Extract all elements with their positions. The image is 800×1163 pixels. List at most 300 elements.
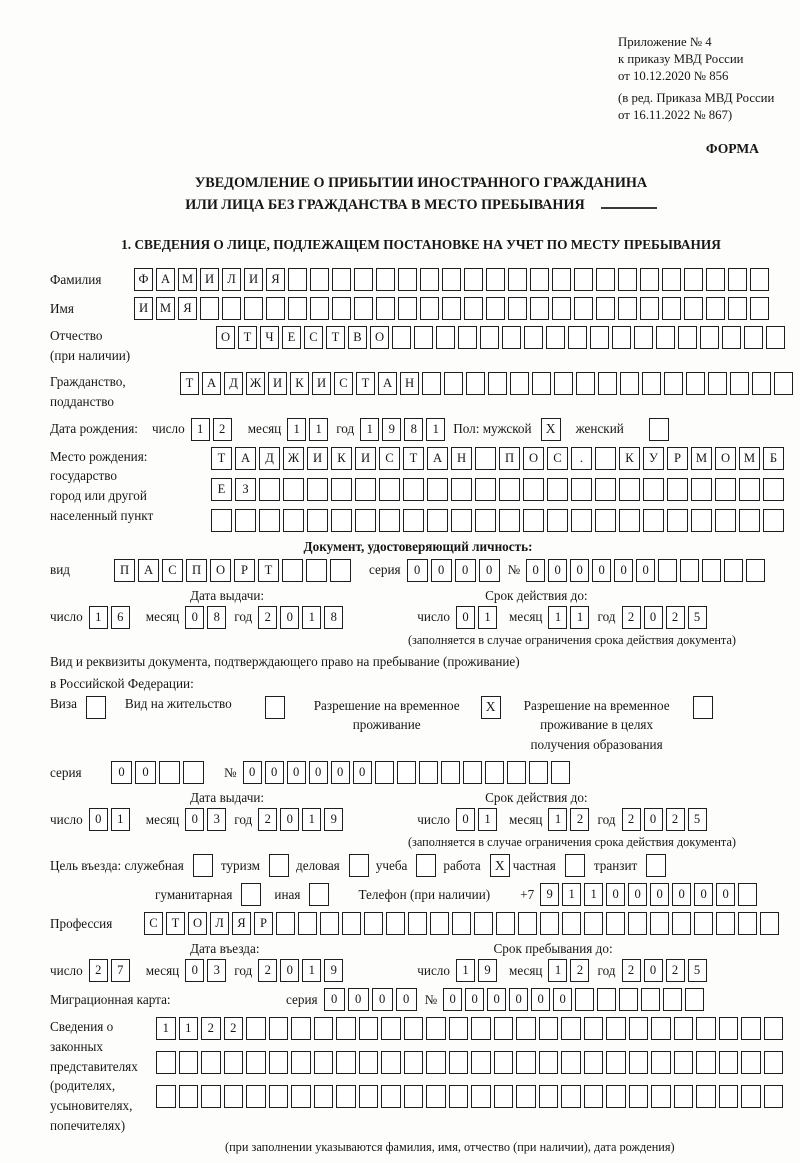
char-box[interactable] (539, 1017, 559, 1040)
char-box[interactable]: 0 (455, 559, 476, 582)
char-box[interactable] (283, 478, 304, 501)
char-box[interactable]: 0 (644, 808, 663, 831)
char-box[interactable] (156, 1085, 176, 1108)
char-box[interactable] (222, 297, 241, 320)
char-box[interactable]: О (715, 447, 736, 470)
char-box[interactable]: 1 (191, 418, 210, 441)
char-box[interactable] (510, 372, 529, 395)
char-box[interactable]: Р (234, 559, 255, 582)
char-box[interactable] (651, 1051, 671, 1074)
char-box[interactable]: 0 (456, 606, 475, 629)
char-box[interactable]: Д (224, 372, 243, 395)
char-box[interactable]: Р (254, 912, 273, 935)
char-box[interactable]: 9 (382, 418, 401, 441)
char-box[interactable] (398, 268, 417, 291)
char-box[interactable] (764, 1017, 784, 1040)
char-box[interactable]: 0 (280, 808, 299, 831)
char-box[interactable] (314, 1051, 334, 1074)
char-box[interactable] (640, 297, 659, 320)
char-box[interactable]: 7 (111, 959, 130, 982)
char-box[interactable]: Р (667, 447, 688, 470)
char-box[interactable] (298, 912, 317, 935)
char-box[interactable] (471, 1017, 491, 1040)
char-box[interactable] (397, 761, 416, 784)
char-box[interactable]: 0 (628, 883, 647, 906)
char-box[interactable] (494, 1085, 514, 1108)
char-box[interactable]: 1 (548, 959, 567, 982)
char-box[interactable] (359, 1017, 379, 1040)
char-box[interactable]: 0 (372, 988, 393, 1011)
char-box[interactable] (634, 326, 653, 349)
char-box[interactable] (306, 559, 327, 582)
char-box[interactable]: А (138, 559, 159, 582)
char-box[interactable] (507, 761, 526, 784)
char-box[interactable] (722, 326, 741, 349)
char-box[interactable]: 0 (548, 559, 567, 582)
char-box[interactable]: 0 (531, 988, 550, 1011)
char-box[interactable]: 2 (213, 418, 232, 441)
char-box[interactable]: 2 (570, 808, 589, 831)
female-checkbox[interactable] (649, 418, 669, 441)
char-box[interactable] (715, 478, 736, 501)
char-box[interactable] (458, 326, 477, 349)
char-box[interactable]: К (290, 372, 309, 395)
char-box[interactable]: П (186, 559, 207, 582)
char-box[interactable] (475, 509, 496, 532)
char-box[interactable] (499, 478, 520, 501)
char-box[interactable] (235, 509, 256, 532)
char-box[interactable]: А (235, 447, 256, 470)
char-box[interactable]: 0 (487, 988, 506, 1011)
char-box[interactable] (508, 268, 527, 291)
char-box[interactable]: Ж (283, 447, 304, 470)
char-box[interactable]: 1 (302, 808, 321, 831)
char-box[interactable] (269, 1085, 289, 1108)
char-box[interactable]: Т (356, 372, 375, 395)
char-box[interactable]: 0 (716, 883, 735, 906)
char-box[interactable] (475, 447, 496, 470)
char-box[interactable] (551, 761, 570, 784)
char-box[interactable] (419, 761, 438, 784)
char-box[interactable]: 0 (396, 988, 417, 1011)
char-box[interactable] (628, 912, 647, 935)
char-box[interactable] (524, 326, 543, 349)
char-box[interactable]: М (178, 268, 197, 291)
char-box[interactable]: 0 (324, 988, 345, 1011)
char-box[interactable] (355, 478, 376, 501)
char-box[interactable]: О (370, 326, 389, 349)
char-box[interactable] (561, 1017, 581, 1040)
char-box[interactable] (766, 326, 785, 349)
char-box[interactable]: С (334, 372, 353, 395)
char-box[interactable] (719, 1085, 739, 1108)
char-box[interactable] (291, 1085, 311, 1108)
purpose-business-checkbox[interactable] (349, 854, 369, 877)
char-box[interactable]: 2 (666, 606, 685, 629)
char-box[interactable] (211, 509, 232, 532)
char-box[interactable]: А (156, 268, 175, 291)
char-box[interactable] (330, 559, 351, 582)
purpose-official-checkbox[interactable] (193, 854, 213, 877)
char-box[interactable] (466, 372, 485, 395)
char-box[interactable] (750, 268, 769, 291)
char-box[interactable] (576, 372, 595, 395)
purpose-other-checkbox[interactable] (309, 883, 329, 906)
char-box[interactable]: 1 (562, 883, 581, 906)
char-box[interactable] (200, 297, 219, 320)
char-box[interactable]: 0 (287, 761, 306, 784)
char-box[interactable]: 0 (456, 808, 475, 831)
char-box[interactable] (595, 478, 616, 501)
char-box[interactable]: 1 (302, 606, 321, 629)
char-box[interactable] (728, 297, 747, 320)
char-box[interactable]: Т (166, 912, 185, 935)
char-box[interactable]: 0 (135, 761, 156, 784)
char-box[interactable]: П (499, 447, 520, 470)
char-box[interactable] (463, 761, 482, 784)
char-box[interactable] (674, 1051, 694, 1074)
char-box[interactable] (696, 1085, 716, 1108)
char-box[interactable] (719, 1017, 739, 1040)
char-box[interactable] (430, 912, 449, 935)
residence-permit-checkbox[interactable] (265, 696, 285, 719)
char-box[interactable]: 2 (258, 959, 277, 982)
char-box[interactable] (420, 297, 439, 320)
char-box[interactable] (485, 761, 504, 784)
char-box[interactable] (643, 478, 664, 501)
char-box[interactable] (620, 372, 639, 395)
char-box[interactable]: 0 (243, 761, 262, 784)
char-box[interactable]: А (202, 372, 221, 395)
char-box[interactable] (403, 478, 424, 501)
char-box[interactable]: 0 (570, 559, 589, 582)
char-box[interactable] (486, 297, 505, 320)
purpose-work-checkbox[interactable]: X (490, 854, 510, 877)
char-box[interactable]: 2 (622, 606, 641, 629)
char-box[interactable] (691, 509, 712, 532)
char-box[interactable] (739, 478, 760, 501)
char-box[interactable]: Т (403, 447, 424, 470)
char-box[interactable] (561, 1051, 581, 1074)
char-box[interactable] (404, 1017, 424, 1040)
char-box[interactable]: 1 (570, 606, 589, 629)
temp-residence-education-checkbox[interactable] (693, 696, 713, 719)
char-box[interactable] (488, 372, 507, 395)
char-box[interactable] (741, 1017, 761, 1040)
char-box[interactable]: Н (451, 447, 472, 470)
char-box[interactable] (568, 326, 587, 349)
char-box[interactable] (540, 912, 559, 935)
char-box[interactable] (244, 297, 263, 320)
char-box[interactable] (310, 297, 329, 320)
char-box[interactable]: 2 (258, 808, 277, 831)
char-box[interactable] (441, 761, 460, 784)
char-box[interactable] (354, 268, 373, 291)
char-box[interactable] (539, 1051, 559, 1074)
char-box[interactable]: Ф (134, 268, 153, 291)
char-box[interactable]: 2 (258, 606, 277, 629)
char-box[interactable] (619, 478, 640, 501)
char-box[interactable] (728, 268, 747, 291)
char-box[interactable]: К (619, 447, 640, 470)
char-box[interactable]: 8 (207, 606, 226, 629)
char-box[interactable]: 1 (111, 808, 130, 831)
char-box[interactable] (574, 268, 593, 291)
char-box[interactable] (618, 297, 637, 320)
char-box[interactable]: 5 (688, 959, 707, 982)
char-box[interactable] (414, 326, 433, 349)
char-box[interactable]: И (312, 372, 331, 395)
char-box[interactable] (307, 478, 328, 501)
char-box[interactable]: 1 (309, 418, 328, 441)
char-box[interactable]: Е (282, 326, 301, 349)
char-box[interactable] (246, 1085, 266, 1108)
char-box[interactable]: В (348, 326, 367, 349)
char-box[interactable] (451, 509, 472, 532)
char-box[interactable] (266, 297, 285, 320)
char-box[interactable] (449, 1017, 469, 1040)
char-box[interactable] (606, 1051, 626, 1074)
char-box[interactable] (404, 1051, 424, 1074)
char-box[interactable] (516, 1085, 536, 1108)
char-box[interactable] (354, 297, 373, 320)
char-box[interactable] (686, 372, 705, 395)
char-box[interactable] (719, 1051, 739, 1074)
char-box[interactable] (426, 1085, 446, 1108)
char-box[interactable] (584, 1085, 604, 1108)
char-box[interactable] (259, 509, 280, 532)
char-box[interactable] (331, 478, 352, 501)
char-box[interactable]: 0 (111, 761, 132, 784)
char-box[interactable] (442, 297, 461, 320)
char-box[interactable] (562, 912, 581, 935)
char-box[interactable]: 0 (89, 808, 108, 831)
char-box[interactable]: 0 (606, 883, 625, 906)
char-box[interactable] (684, 297, 703, 320)
char-box[interactable] (584, 1051, 604, 1074)
char-box[interactable] (201, 1051, 221, 1074)
char-box[interactable]: А (427, 447, 448, 470)
char-box[interactable] (651, 1017, 671, 1040)
char-box[interactable]: 2 (666, 808, 685, 831)
char-box[interactable] (291, 1017, 311, 1040)
char-box[interactable] (403, 509, 424, 532)
char-box[interactable] (764, 1085, 784, 1108)
char-box[interactable] (584, 912, 603, 935)
char-box[interactable] (452, 912, 471, 935)
char-box[interactable] (746, 559, 765, 582)
char-box[interactable] (523, 478, 544, 501)
char-box[interactable]: 1 (360, 418, 379, 441)
purpose-private-checkbox[interactable] (565, 854, 585, 877)
char-box[interactable] (451, 478, 472, 501)
char-box[interactable]: 0 (185, 606, 204, 629)
char-box[interactable]: 0 (465, 988, 484, 1011)
char-box[interactable] (606, 1085, 626, 1108)
char-box[interactable]: А (378, 372, 397, 395)
char-box[interactable] (715, 509, 736, 532)
char-box[interactable] (464, 297, 483, 320)
char-box[interactable]: И (307, 447, 328, 470)
char-box[interactable]: И (268, 372, 287, 395)
char-box[interactable] (494, 1051, 514, 1074)
char-box[interactable] (523, 509, 544, 532)
char-box[interactable]: Ж (246, 372, 265, 395)
char-box[interactable] (590, 326, 609, 349)
char-box[interactable] (474, 912, 493, 935)
char-box[interactable] (376, 297, 395, 320)
char-box[interactable] (629, 1085, 649, 1108)
char-box[interactable] (606, 912, 625, 935)
char-box[interactable]: 0 (348, 988, 369, 1011)
char-box[interactable] (532, 372, 551, 395)
char-box[interactable] (499, 509, 520, 532)
char-box[interactable]: . (571, 447, 592, 470)
char-box[interactable] (307, 509, 328, 532)
char-box[interactable] (375, 761, 394, 784)
char-box[interactable] (650, 912, 669, 935)
char-box[interactable] (672, 912, 691, 935)
char-box[interactable] (381, 1085, 401, 1108)
char-box[interactable] (464, 268, 483, 291)
char-box[interactable]: 0 (636, 559, 655, 582)
char-box[interactable] (571, 509, 592, 532)
char-box[interactable] (336, 1051, 356, 1074)
char-box[interactable] (427, 509, 448, 532)
char-box[interactable] (269, 1051, 289, 1074)
char-box[interactable] (618, 268, 637, 291)
char-box[interactable] (310, 268, 329, 291)
char-box[interactable]: С (547, 447, 568, 470)
char-box[interactable]: 1 (456, 959, 475, 982)
char-box[interactable]: С (162, 559, 183, 582)
char-box[interactable] (546, 326, 565, 349)
char-box[interactable] (183, 761, 204, 784)
char-box[interactable] (379, 478, 400, 501)
char-box[interactable] (750, 297, 769, 320)
char-box[interactable] (436, 326, 455, 349)
char-box[interactable]: 8 (324, 606, 343, 629)
char-box[interactable] (530, 268, 549, 291)
char-box[interactable] (516, 1051, 536, 1074)
char-box[interactable]: З (235, 478, 256, 501)
char-box[interactable] (674, 1017, 694, 1040)
purpose-humanitarian-checkbox[interactable] (241, 883, 261, 906)
char-box[interactable]: 0 (479, 559, 500, 582)
char-box[interactable] (764, 1051, 784, 1074)
char-box[interactable] (619, 509, 640, 532)
char-box[interactable] (741, 1085, 761, 1108)
char-box[interactable]: С (379, 447, 400, 470)
char-box[interactable] (619, 988, 638, 1011)
char-box[interactable] (336, 1085, 356, 1108)
char-box[interactable]: 0 (614, 559, 633, 582)
char-box[interactable] (700, 326, 719, 349)
char-box[interactable]: 1 (478, 808, 497, 831)
purpose-transit-checkbox[interactable] (646, 854, 666, 877)
char-box[interactable] (664, 372, 683, 395)
char-box[interactable] (684, 268, 703, 291)
char-box[interactable] (269, 1017, 289, 1040)
char-box[interactable] (426, 1017, 446, 1040)
char-box[interactable] (763, 509, 784, 532)
char-box[interactable] (496, 912, 515, 935)
char-box[interactable] (696, 1051, 716, 1074)
char-box[interactable] (752, 372, 771, 395)
char-box[interactable] (596, 297, 615, 320)
char-box[interactable]: 0 (672, 883, 691, 906)
char-box[interactable] (739, 509, 760, 532)
char-box[interactable] (224, 1085, 244, 1108)
char-box[interactable] (643, 509, 664, 532)
char-box[interactable] (427, 478, 448, 501)
char-box[interactable] (561, 1085, 581, 1108)
char-box[interactable] (355, 509, 376, 532)
char-box[interactable]: Т (180, 372, 199, 395)
char-box[interactable]: Т (238, 326, 257, 349)
char-box[interactable]: 0 (280, 606, 299, 629)
char-box[interactable] (760, 912, 779, 935)
char-box[interactable]: С (304, 326, 323, 349)
char-box[interactable]: 1 (287, 418, 306, 441)
male-checkbox[interactable]: X (541, 418, 561, 441)
char-box[interactable]: Е (211, 478, 232, 501)
char-box[interactable] (738, 883, 757, 906)
char-box[interactable] (283, 509, 304, 532)
char-box[interactable]: 2 (89, 959, 108, 982)
char-box[interactable] (595, 509, 616, 532)
char-box[interactable]: 1 (156, 1017, 176, 1040)
char-box[interactable] (691, 478, 712, 501)
char-box[interactable] (597, 988, 616, 1011)
char-box[interactable]: 3 (207, 808, 226, 831)
char-box[interactable] (658, 559, 677, 582)
char-box[interactable] (156, 1051, 176, 1074)
char-box[interactable] (744, 326, 763, 349)
char-box[interactable]: М (691, 447, 712, 470)
char-box[interactable]: 0 (553, 988, 572, 1011)
char-box[interactable] (612, 326, 631, 349)
char-box[interactable]: У (643, 447, 664, 470)
char-box[interactable] (696, 1017, 716, 1040)
char-box[interactable] (486, 268, 505, 291)
char-box[interactable]: 1 (179, 1017, 199, 1040)
char-box[interactable]: 1 (548, 606, 567, 629)
char-box[interactable]: Н (400, 372, 419, 395)
char-box[interactable]: 0 (185, 959, 204, 982)
char-box[interactable] (420, 268, 439, 291)
char-box[interactable] (494, 1017, 514, 1040)
char-box[interactable] (276, 912, 295, 935)
char-box[interactable] (596, 268, 615, 291)
char-box[interactable] (529, 761, 548, 784)
char-box[interactable]: Т (258, 559, 279, 582)
char-box[interactable] (398, 297, 417, 320)
char-box[interactable] (392, 326, 411, 349)
char-box[interactable]: О (523, 447, 544, 470)
char-box[interactable] (571, 478, 592, 501)
char-box[interactable]: 0 (650, 883, 669, 906)
char-box[interactable]: 0 (431, 559, 452, 582)
char-box[interactable] (502, 326, 521, 349)
char-box[interactable]: 2 (201, 1017, 221, 1040)
char-box[interactable] (530, 297, 549, 320)
char-box[interactable]: 0 (309, 761, 328, 784)
char-box[interactable] (291, 1051, 311, 1074)
char-box[interactable] (320, 912, 339, 935)
char-box[interactable]: 1 (478, 606, 497, 629)
char-box[interactable] (539, 1085, 559, 1108)
